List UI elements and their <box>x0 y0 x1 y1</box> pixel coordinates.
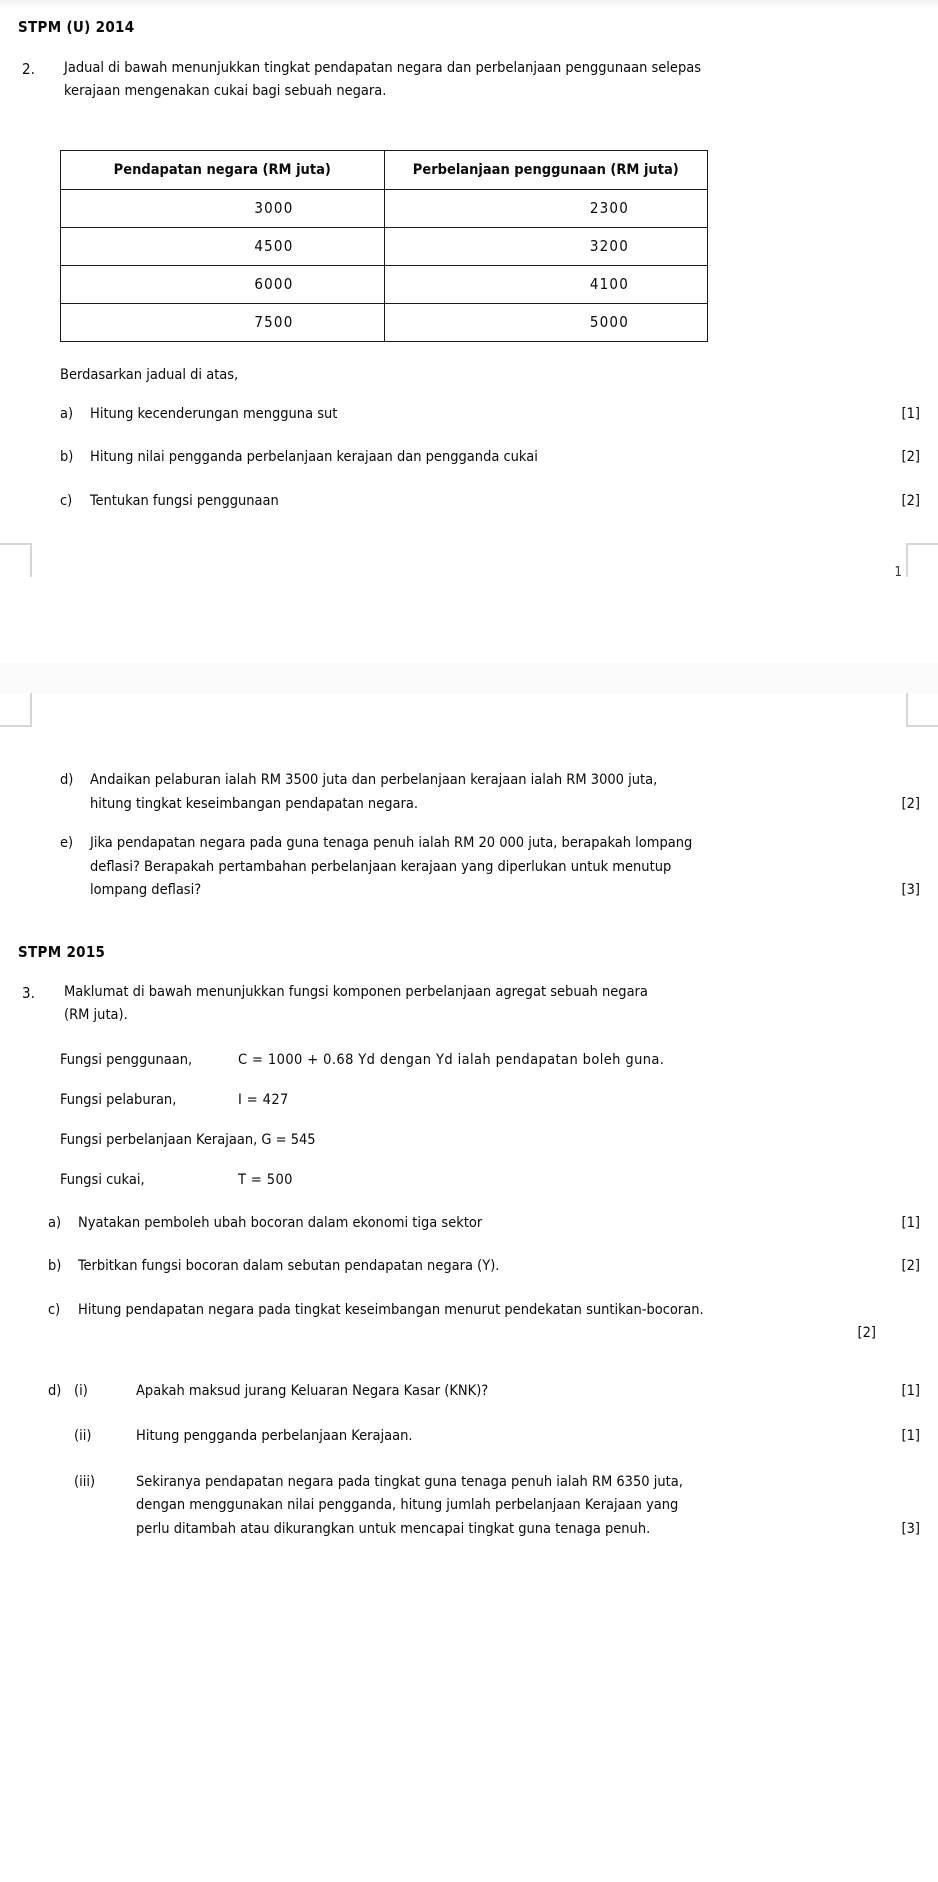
part-e-line-2: deflasi? Berapakah pertambahan perbelanjaan kerajaan yang diperlukan untuk menutup <box>90 858 672 875</box>
question-3-stem-line-1: Maklumat di bawah menunjukkan fungsi komponen perbelanjaan agregat sebuah negara <box>64 983 648 1000</box>
question-2-number: 2. <box>22 60 35 78</box>
function-government-expenditure <box>60 1132 920 1148</box>
part-marks: [2] <box>901 1258 920 1275</box>
cell-expenditure: 4100 <box>384 265 708 303</box>
part-text: Tentukan fungsi penggunaan <box>90 492 279 509</box>
part-letter: c) <box>48 1301 61 1318</box>
crop-mark-top-left <box>0 543 32 577</box>
part-text: Hitung kecenderungan mengguna sut <box>90 405 338 422</box>
cell-income: 4500 <box>61 227 385 265</box>
part-marks: [1] <box>901 1214 920 1231</box>
part-letter: e) <box>60 835 74 852</box>
part-e-line-3 <box>90 879 920 902</box>
part-d-line-2 <box>90 793 920 816</box>
question-3-stem <box>64 981 704 1028</box>
part-marks: [2] <box>901 449 920 466</box>
table-body <box>61 189 708 341</box>
page-top-shade <box>0 0 938 8</box>
function-expression: C = 1000 + 0.68 Yd dengan Yd ialah pendapatan boleh guna. <box>238 1051 665 1068</box>
part-letter: a) <box>48 1214 62 1231</box>
part-letter: d) <box>60 772 74 789</box>
subpart-text: Apakah maksud jurang Keluaran Negara Kasar (KNK)? <box>136 1382 489 1399</box>
question-3-part-d-i <box>18 1380 920 1403</box>
part-c-marks: [2] <box>857 1325 876 1342</box>
part-text <box>78 1299 920 1346</box>
function-consumption <box>60 1052 920 1068</box>
question-3-stem-line-2: (RM juta). <box>64 1007 128 1024</box>
cell-income: 6000 <box>61 265 385 303</box>
part-letter: c) <box>60 492 73 509</box>
part-d-marks: [2] <box>901 795 920 812</box>
question-3-part-a <box>18 1212 920 1235</box>
page-break-marks-top <box>0 513 938 663</box>
page-number: 1 <box>894 565 902 581</box>
subpart-marks: [1] <box>901 1428 920 1445</box>
page-content-top <box>0 0 938 513</box>
subpart-iii-marks: [3] <box>901 1520 920 1537</box>
subpart-iii-line-3-text: perlu ditambah atau dikurangkan untuk mencapai tingkat guna tenaga penuh. <box>136 1520 651 1537</box>
part-e-marks: [3] <box>901 882 920 899</box>
part-d-line-1: Andaikan pelaburan ialah RM 3500 juta dan perbelanjaan kerajaan ialah RM 3000 juta, <box>90 772 658 789</box>
cell-income: 7500 <box>61 303 385 341</box>
function-expression: T = 500 <box>238 1171 293 1188</box>
part-c-line: Hitung pendapatan negara pada tingkat keseimbangan menurut pendekatan suntikan-bocoran. <box>78 1301 704 1318</box>
income-expenditure-table <box>60 150 708 342</box>
column-header-consumption-expenditure: Perbelanjaan penggunaan (RM juta) <box>384 150 708 189</box>
function-label: Fungsi perbelanjaan Kerajaan, G = 545 <box>60 1131 316 1148</box>
part-text: Nyatakan pemboleh ubah bocoran dalam ekonomi tiga sektor <box>78 1214 483 1231</box>
question-2-part-b <box>18 446 920 469</box>
part-marks: [2] <box>901 492 920 509</box>
question-3-number: 3. <box>22 983 35 1002</box>
page-break-marks-bottom <box>0 693 938 753</box>
part-text <box>90 832 920 902</box>
column-header-national-income: Pendapatan negara (RM juta) <box>61 150 385 189</box>
question-3 <box>18 981 920 1028</box>
function-label: Fungsi pelaburan, <box>60 1091 177 1108</box>
part-letter: a) <box>60 405 74 422</box>
subpart-text <box>136 1471 920 1541</box>
question-3-part-c <box>18 1299 920 1346</box>
crop-mark-bottom-right <box>906 693 938 727</box>
table-row <box>61 227 708 265</box>
subpart-roman: (ii) <box>74 1428 92 1445</box>
part-text: Terbitkan fungsi bocoran dalam sebutan pendapatan negara (Y). <box>78 1258 500 1275</box>
cell-expenditure: 2300 <box>384 189 708 227</box>
function-label: Fungsi penggunaan, <box>60 1051 193 1068</box>
part-text: Hitung nilai pengganda perbelanjaan kerajaan dan pengganda cukai <box>90 449 538 466</box>
question-2-part-c <box>18 490 920 513</box>
cell-expenditure: 3200 <box>384 227 708 265</box>
subpart-roman: (iii) <box>74 1473 96 1490</box>
question-2-stem: Jadual di bawah menunjukkan tingkat pendapatan negara dan perbelanjaan penggunaan selepas kerajaan mengenakan cukai bagi sebuah negara. <box>64 60 702 100</box>
table-head <box>61 150 708 189</box>
page-content-bottom <box>0 769 938 1581</box>
subpart-text: Hitung pengganda perbelanjaan Kerajaan. <box>136 1428 413 1445</box>
section-heading-2015: STPM 2015 <box>18 942 106 961</box>
part-marks: [1] <box>901 405 920 422</box>
crop-mark-bottom-left <box>0 693 32 727</box>
question-3-part-d-iii <box>18 1471 920 1541</box>
subpart-iii-line-1: Sekiranya pendapatan negara pada tingkat guna tenaga penuh ialah RM 6350 juta, <box>136 1473 683 1490</box>
question-3-parts <box>18 1212 920 1346</box>
part-text <box>90 769 920 816</box>
page-separator-band <box>0 663 938 693</box>
function-tax <box>60 1172 920 1188</box>
question-2-part-d <box>18 769 920 816</box>
cell-expenditure: 5000 <box>384 303 708 341</box>
crop-mark-top-right <box>906 543 938 577</box>
income-expenditure-table-wrapper <box>18 150 920 342</box>
question-2-part-e <box>18 832 920 902</box>
subpart-roman: (i) <box>74 1382 88 1399</box>
part-letter: b) <box>48 1258 62 1275</box>
table-row <box>61 303 708 341</box>
function-definitions <box>18 1052 920 1188</box>
part-letter: d) <box>48 1382 62 1399</box>
cell-income: 3000 <box>61 189 385 227</box>
table-lead-in: Berdasarkan jadual di atas, <box>60 366 239 383</box>
part-e-line-3-text: lompang deflasi? <box>90 882 202 899</box>
function-label: Fungsi cukai, <box>60 1171 145 1188</box>
function-expression: I = 427 <box>238 1091 289 1108</box>
table-row <box>61 265 708 303</box>
part-d-line-2-text: hitung tingkat keseimbangan pendapatan negara. <box>90 795 418 812</box>
question-3-part-b <box>18 1255 920 1278</box>
question-3-part-d-ii <box>18 1425 920 1448</box>
subpart-marks: [1] <box>901 1382 920 1399</box>
question-2-part-a <box>18 403 920 426</box>
part-letter: b) <box>60 449 74 466</box>
section-heading-2014: STPM (U) 2014 <box>18 18 135 36</box>
function-investment <box>60 1092 920 1108</box>
subpart-iii-line-2: dengan menggunakan nilai pengganda, hitung jumlah perbelanjaan Kerajaan yang <box>136 1497 679 1514</box>
table-row <box>61 189 708 227</box>
subpart-iii-line-3 <box>136 1518 920 1541</box>
question-2 <box>18 57 920 104</box>
table-header-row <box>61 150 708 189</box>
part-e-line-1: Jika pendapatan negara pada guna tenaga penuh ialah RM 20 000 juta, berapakah lompang <box>90 835 693 852</box>
